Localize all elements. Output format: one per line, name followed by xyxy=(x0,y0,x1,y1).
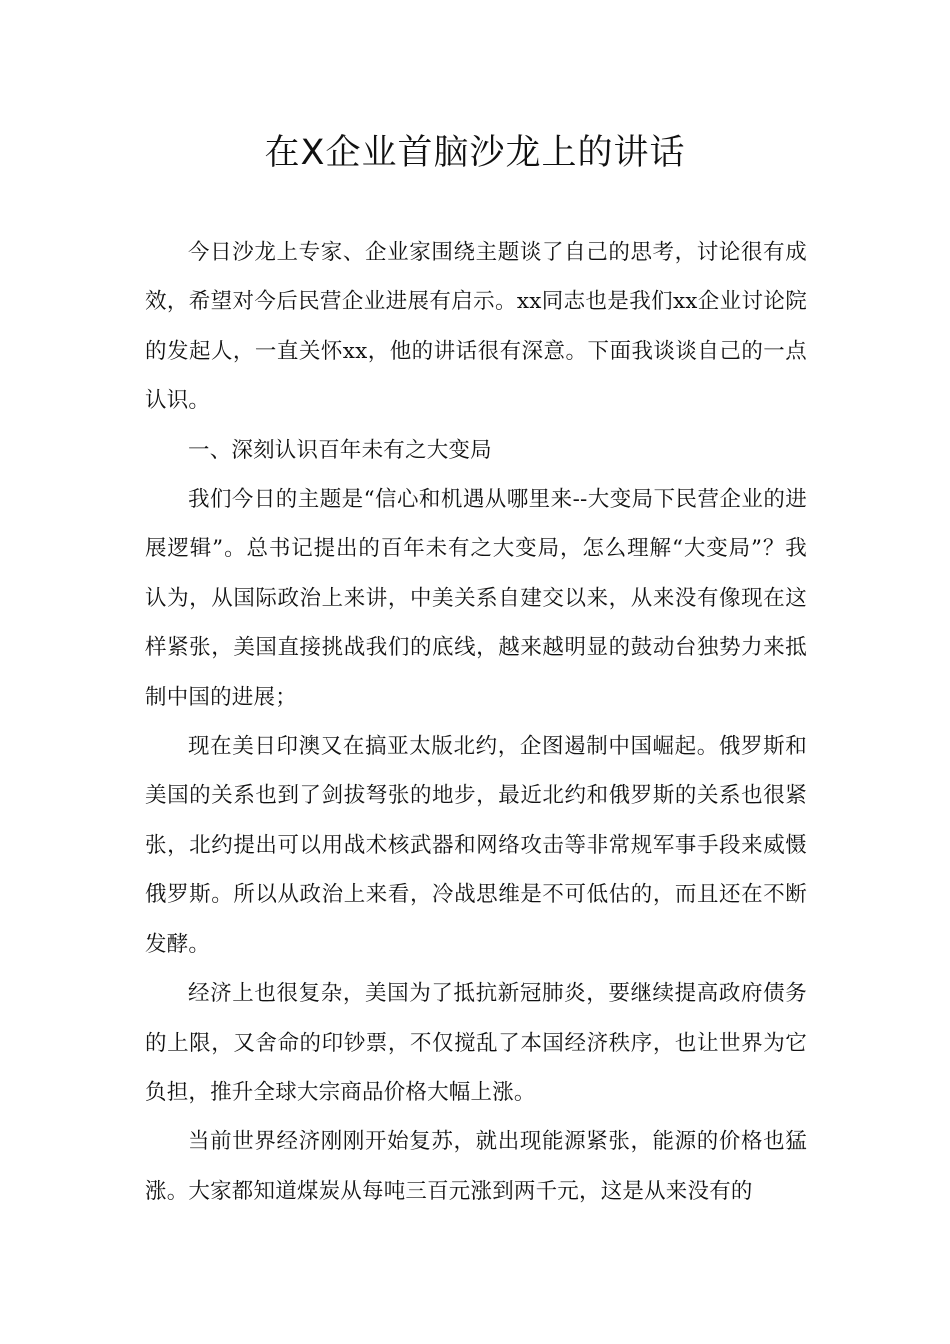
paragraph-politics: 现在美日印澳又在搞亚太版北约，企图遏制中国崛起。俄罗斯和美国的关系也到了剑拔弩张的地步，最近北约和俄罗斯的关系也很紧张，北约提出可以用战术核武器和网络攻击等非常规军事手段来威慑俄罗斯。所以从政治上来看，冷战思维是不可低估的，而且还在不断发酵。 xyxy=(145,734,807,957)
paragraph-economy: 经济上也很复杂，美国为了抵抗新冠肺炎，要继续提高政府债务的上限，又舍命的印钞票，不仅搅乱了本国经济秩序，也让世界为它负担，推升全球大宗商品价格大幅上涨。 xyxy=(145,981,807,1105)
paragraph-intro: 今日沙龙上专家、企业家围绕主题谈了自己的思考，讨论很有成效，希望对今后民营企业进展有启示。xx同志也是我们xx企业讨论院的发起人，一直关怀xx，他的讲话很有深意。下面我谈谈自己的一点认识。 xyxy=(145,240,807,414)
document-body xyxy=(145,228,807,1216)
paragraph-energy: 当前世界经济刚刚开始复苏，就出现能源紧张，能源的价格也猛涨。大家都知道煤炭从每吨三百元涨到两千元，这是从来没有的 xyxy=(145,1129,807,1204)
section-heading-1: 一、深刻认识百年未有之大变局 xyxy=(188,437,492,463)
document-title: 在X企业首脑沙龙上的讲话 xyxy=(264,133,686,173)
paragraph-theme: 我们今日的主题是“信心和机遇从哪里来--大变局下民营企业的进展逻辑”。总书记提出的百年未有之大变局，怎么理解“大变局”？我认为，从国际政治上来讲，中美关系自建交以来，从来没有像现在这样紧张，美国直接挑战我们的底线，越来越明显的鼓动台独势力来抵制中国的进展； xyxy=(145,487,807,710)
